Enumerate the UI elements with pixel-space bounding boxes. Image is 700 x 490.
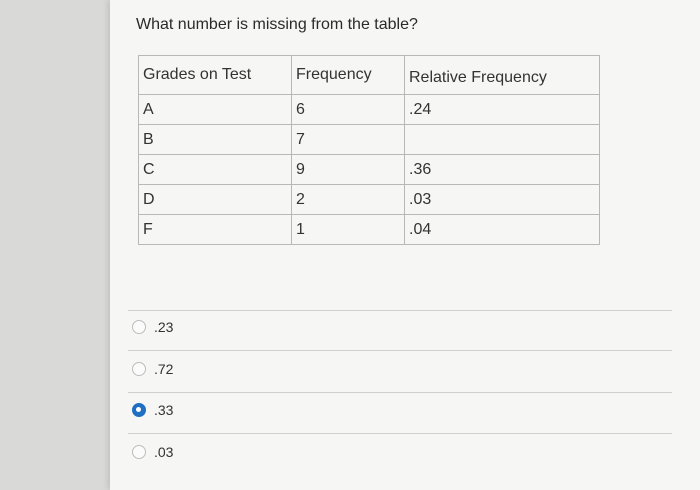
- table-row: [139, 215, 600, 245]
- frequency-cell: 1: [292, 215, 405, 245]
- grade-cell: C: [139, 155, 292, 185]
- grade-cell: A: [139, 95, 292, 125]
- header-relative-frequency: Relative Frequency: [405, 56, 600, 95]
- option-divider: [128, 350, 672, 351]
- radio-checked-icon[interactable]: [132, 403, 146, 417]
- option-divider: [128, 433, 672, 434]
- relative-frequency-cell: .04: [405, 215, 600, 245]
- option-divider: [128, 310, 672, 311]
- table-row: [139, 95, 600, 125]
- table-row: [139, 155, 600, 185]
- frequency-cell: 2: [292, 185, 405, 215]
- table-header-row: [139, 56, 600, 95]
- radio-unchecked-icon[interactable]: [132, 362, 146, 376]
- relative-frequency-cell: [405, 125, 600, 155]
- grade-cell: F: [139, 215, 292, 245]
- frequency-cell: 9: [292, 155, 405, 185]
- answer-option-4[interactable]: [132, 442, 173, 462]
- answer-option-2[interactable]: [132, 359, 173, 379]
- question-text: What number is missing from the table?: [136, 16, 418, 33]
- option-divider: [128, 392, 672, 393]
- relative-frequency-cell: .36: [405, 155, 600, 185]
- answer-option-label: .72: [154, 361, 174, 377]
- answer-option-label: .33: [154, 402, 174, 418]
- header-frequency: Frequency: [292, 56, 405, 95]
- radio-unchecked-icon[interactable]: [132, 445, 146, 459]
- frequency-cell: 6: [292, 95, 405, 125]
- answer-option-label: .03: [154, 444, 174, 460]
- frequency-cell: 7: [292, 125, 405, 155]
- frequency-table: [138, 55, 600, 245]
- grade-cell: B: [139, 125, 292, 155]
- table-row: [139, 125, 600, 155]
- relative-frequency-cell: .24: [405, 95, 600, 125]
- relative-frequency-cell: .03: [405, 185, 600, 215]
- answer-option-3[interactable]: [132, 400, 173, 420]
- answer-option-label: .23: [154, 319, 174, 335]
- table-row: [139, 185, 600, 215]
- header-grades: Grades on Test: [139, 56, 292, 95]
- grade-cell: D: [139, 185, 292, 215]
- radio-unchecked-icon[interactable]: [132, 320, 146, 334]
- answer-option-1[interactable]: [132, 317, 173, 337]
